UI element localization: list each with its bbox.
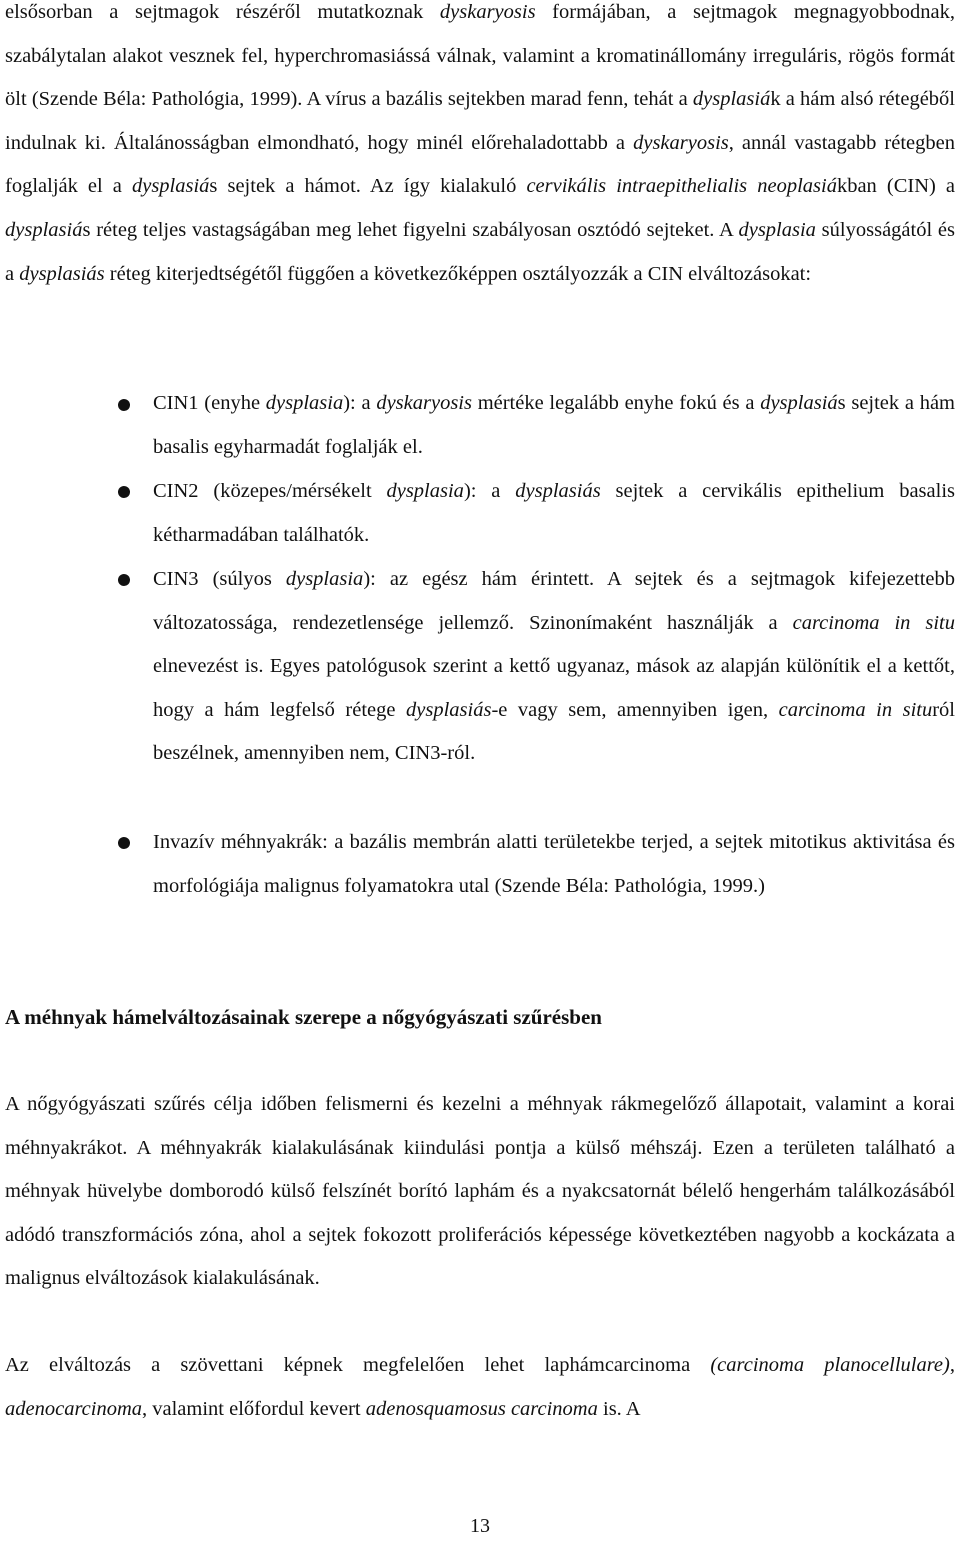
text-run: ról beszélnek, amennyiben nem, CIN3-ról. <box>153 698 956 765</box>
text-run: réteg kiterjedtségétől függően a következőképpen osztályozzák a CIN elváltozásokat: <box>104 262 812 285</box>
text-run: súlyosságától és a <box>5 218 955 285</box>
text-run: sejtek a cervikális epithelium basalis kétharmadában találhatók. <box>153 480 955 546</box>
italic-term: dysplasia <box>738 218 816 241</box>
text-run: ): a <box>343 392 377 414</box>
text-run: is. A <box>597 1397 641 1420</box>
italic-term: dysplasia <box>386 480 464 502</box>
list-item <box>153 821 955 908</box>
italic-term: carcinoma in situ <box>778 698 933 721</box>
italic-term: dysplasiás <box>19 262 105 285</box>
text-run: CIN2 (közepes/mérsékelt <box>153 480 387 502</box>
body-paragraph <box>5 1344 955 1431</box>
text-run: elsősorban a sejtmagok részéről mutatkoznak <box>5 1 440 23</box>
text-run: elnevezést is. Egyes patológusok szerint a kettő ugyanaz, mások az alapján különítik el a kettőt, hogy a hám legfelső rétege <box>153 655 955 721</box>
text-run: s sejtek a hám basalis egyharmadát foglalják el. <box>153 392 955 458</box>
italic-term: dysplasiá <box>131 175 210 198</box>
text-run: Invazív méhnyakrák: a bazális membrán alatti területekbe terjed, a sejtek mitotikus aktivitása és morfológiája malignus folyamatokra utal (Szende Béla: Pathológia, 1999.) <box>153 831 955 897</box>
italic-term: dyskaryosis <box>376 392 472 414</box>
text-run: , <box>949 1354 955 1376</box>
italic-term: dyskaryosis <box>439 1 536 23</box>
text-run: CIN3 (súlyos <box>153 568 286 590</box>
bullet-icon <box>118 399 130 411</box>
intro-paragraph <box>5 0 955 296</box>
text-run: formájában, a sejtmagok megnagyobbodnak, szabálytalan alakot vesznek fel, hyperchromasiássá válnak, valamint a kromatinállomány irreguláris, rögös formát ölt (Szende Béla: Pathológia, 1999). A vírus a bazális sejtekben marad fenn, tehát a <box>5 1 955 111</box>
text-run: , valamint előfordul kevert <box>142 1397 366 1420</box>
italic-term: cervikális intraepithelialis neoplasiá <box>526 175 837 198</box>
list-item <box>153 558 955 776</box>
page-number: 13 <box>470 1515 490 1537</box>
italic-term: dysplasiá <box>692 88 771 111</box>
text-run: A nőgyógyászati szűrés célja időben felismerni és kezelni a méhnyak rákmegelőző állapotait, valamint a korai méhnyakrákot. A méhnyakrák kialakulásának kiindulási pontja a külső méhszáj. Ezen a területen található a méhnyak hüvelybe domborodó külső felszínét borító laphám és a nyakcsatornát bélelő hengerhám találkozásából adódó transzformációs zóna, ahol a sejtek fokozott proliferációs képessége következtében nagyobb a kockázata a malignus elváltozások kialakulásának. <box>5 1093 955 1290</box>
italic-term: dysplasia <box>265 392 344 414</box>
italic-term: dysplasia <box>285 568 364 590</box>
italic-term: dyskaryosis <box>633 131 729 154</box>
italic-term: (carcinoma planocellulare) <box>710 1354 950 1376</box>
italic-term: dysplasiás <box>406 698 492 721</box>
text-run: ): a <box>463 480 516 502</box>
section-heading: A méhnyak hámelváltozásainak szerepe a nőgyógyászati szűrésben <box>5 1005 602 1029</box>
text-run: ): az egész hám érintett. A sejtek és a sejtmagok kifejezettebb változatossága, rendezetlensége jellemző. Szinonímaként használják a <box>153 568 955 634</box>
body-paragraph <box>5 1083 955 1301</box>
text-run: -e vagy sem, amennyiben igen, <box>491 698 779 721</box>
text-run: CIN1 (enyhe <box>153 392 266 414</box>
italic-term: adenocarcinoma <box>5 1397 143 1420</box>
bullet-icon <box>118 574 130 586</box>
bullet-icon <box>118 837 130 849</box>
italic-term: carcinoma in situ <box>792 611 955 634</box>
list-item <box>153 470 955 557</box>
text-run: , annál vastagabb rétegben foglalják el a <box>5 131 955 198</box>
list-item <box>153 382 955 469</box>
italic-term: dysplasiás <box>515 480 601 502</box>
text-run: s sejtek a hámot. Az így kialakuló <box>209 175 527 198</box>
text-run: s réteg teljes vastagságában meg lehet figyelni szabályosan osztódó sejteket. A <box>82 218 739 241</box>
text-run: k a hám alsó rétegéből indulnak ki. Általánosságban elmondható, hogy minél előrehaladottabb a <box>5 88 955 154</box>
text-run: mértéke legalább enyhe fokú és a <box>471 392 761 414</box>
italic-term: dysplasiá <box>5 218 83 241</box>
italic-term: dysplasiá <box>760 392 838 414</box>
italic-term: adenosquamosus carcinoma <box>365 1397 598 1420</box>
text-run: Az elváltozás a szövettani képnek megfelelően lehet laphámcarcinoma <box>5 1354 711 1376</box>
bullet-icon <box>118 486 130 498</box>
text-run: kban (CIN) a <box>836 175 955 198</box>
